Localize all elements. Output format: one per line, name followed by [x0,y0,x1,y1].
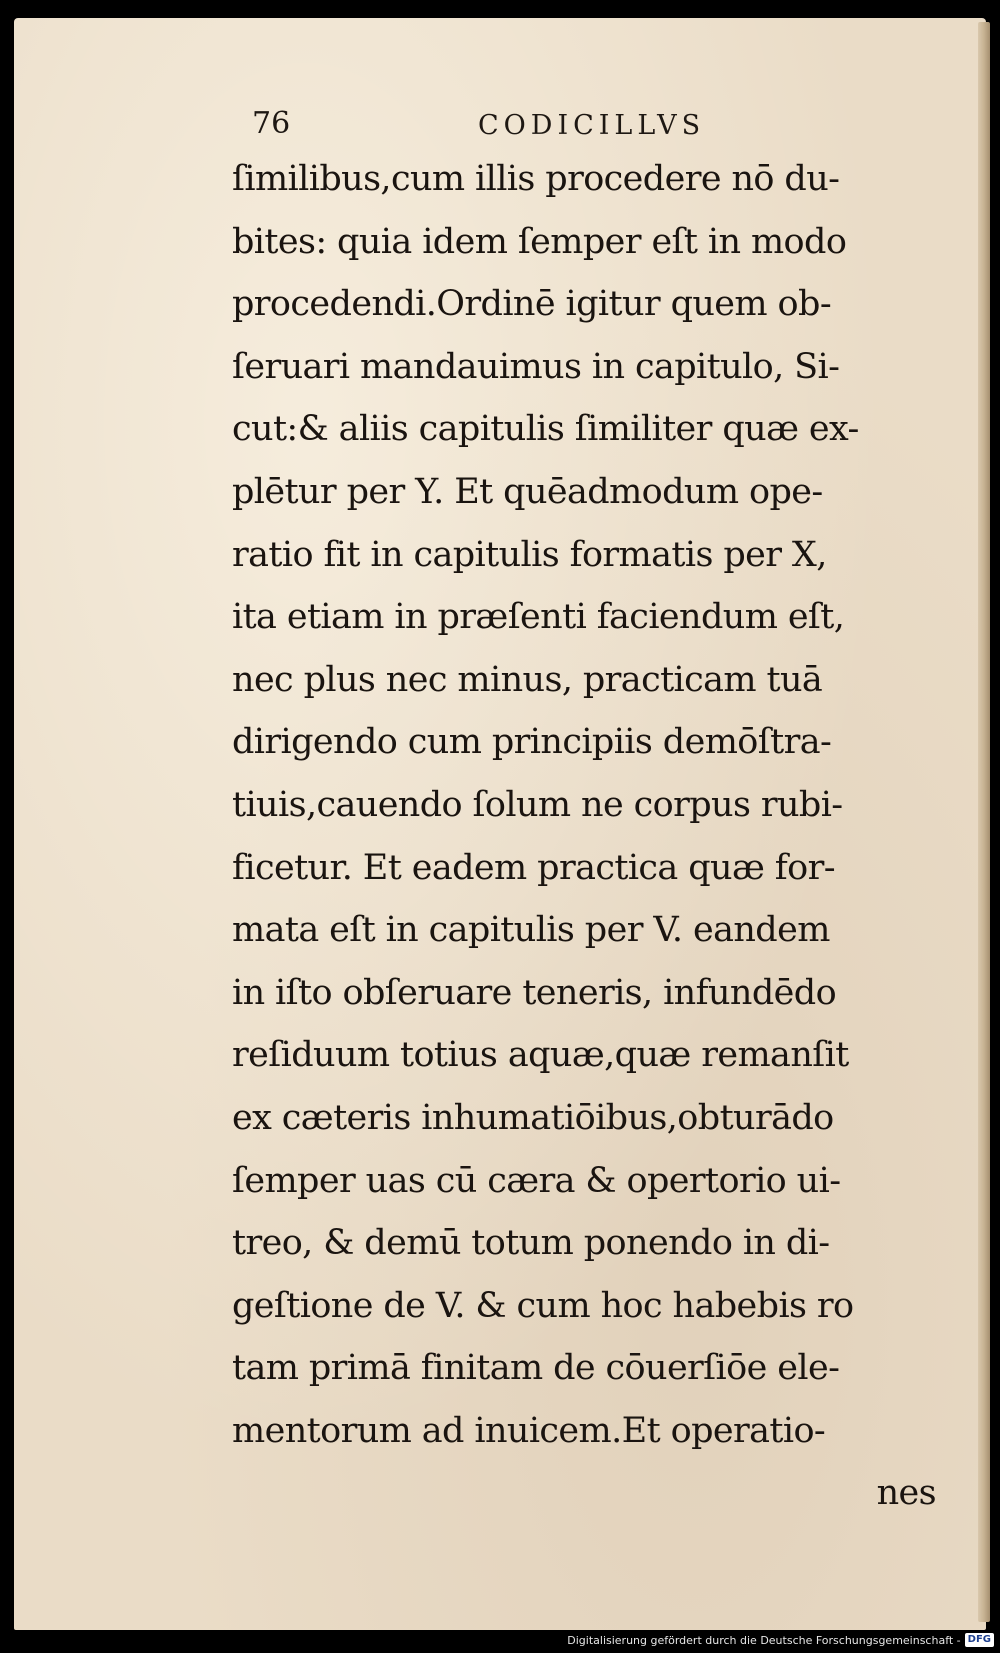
text-line: ratio fit in capitulis formatis per X, [232,534,827,575]
credit-text: Digitalisierung gefördert durch die Deutsche Forschungsgemeinschaft - [567,1633,961,1647]
text-line: mentorum ad inuicem.Et operatio- [232,1410,826,1451]
text-line: in iſto obſeruare teneris, infundēdo [232,972,837,1013]
digitization-credit [567,1631,994,1649]
text-line: mata eſt in capitulis per V. eandem [232,910,830,951]
text-line: ex cæteris inhumatiōibus,obturādo [232,1097,834,1138]
catchword: nes [876,1473,936,1514]
dfg-logo: DFG [965,1633,994,1647]
text-line: ſemper uas cū cæra & opertorio ui- [232,1160,841,1201]
text-line: geſtione de V. & cum hoc habebis ro [232,1285,854,1326]
text-line: tiuis,cauendo ſolum ne corpus rubi- [232,784,843,825]
text-line: plētur per Y. Et quēadmodum ope- [232,471,823,512]
text-line: bites: quia idem ſemper eſt in modo [232,221,847,262]
page-number: 76 [252,106,291,141]
text-line: nec plus nec minus, practicam tuā [232,659,823,700]
text-line: ſimilibus,cum illis procedere nō du- [232,159,840,199]
running-title: CODICILLVS [478,110,706,141]
text-line: dirigendo cum principiis demōſtra- [232,722,832,763]
text-line: tam primā finitam de cōuerſiōe ele- [232,1348,840,1389]
text-line: ficetur. Et eadem practica quæ for- [232,847,835,888]
text-line: ſeruari mandauimus in capitulo, Si- [232,346,840,387]
text-line: reſiduum totius aquæ,quæ remanſit [232,1035,849,1076]
running-head [0,104,1000,144]
text-block [232,148,948,1525]
text-line: procedendi.Ordinē igitur quem ob- [232,284,832,325]
page-edge [978,22,990,1622]
text-line: treo, & demū totum ponendo in di- [232,1223,830,1264]
text-line: ita etiam in præſenti faciendum eſt, [232,597,845,638]
text-line: cut:& aliis capitulis ſimiliter quæ ex- [232,409,859,450]
